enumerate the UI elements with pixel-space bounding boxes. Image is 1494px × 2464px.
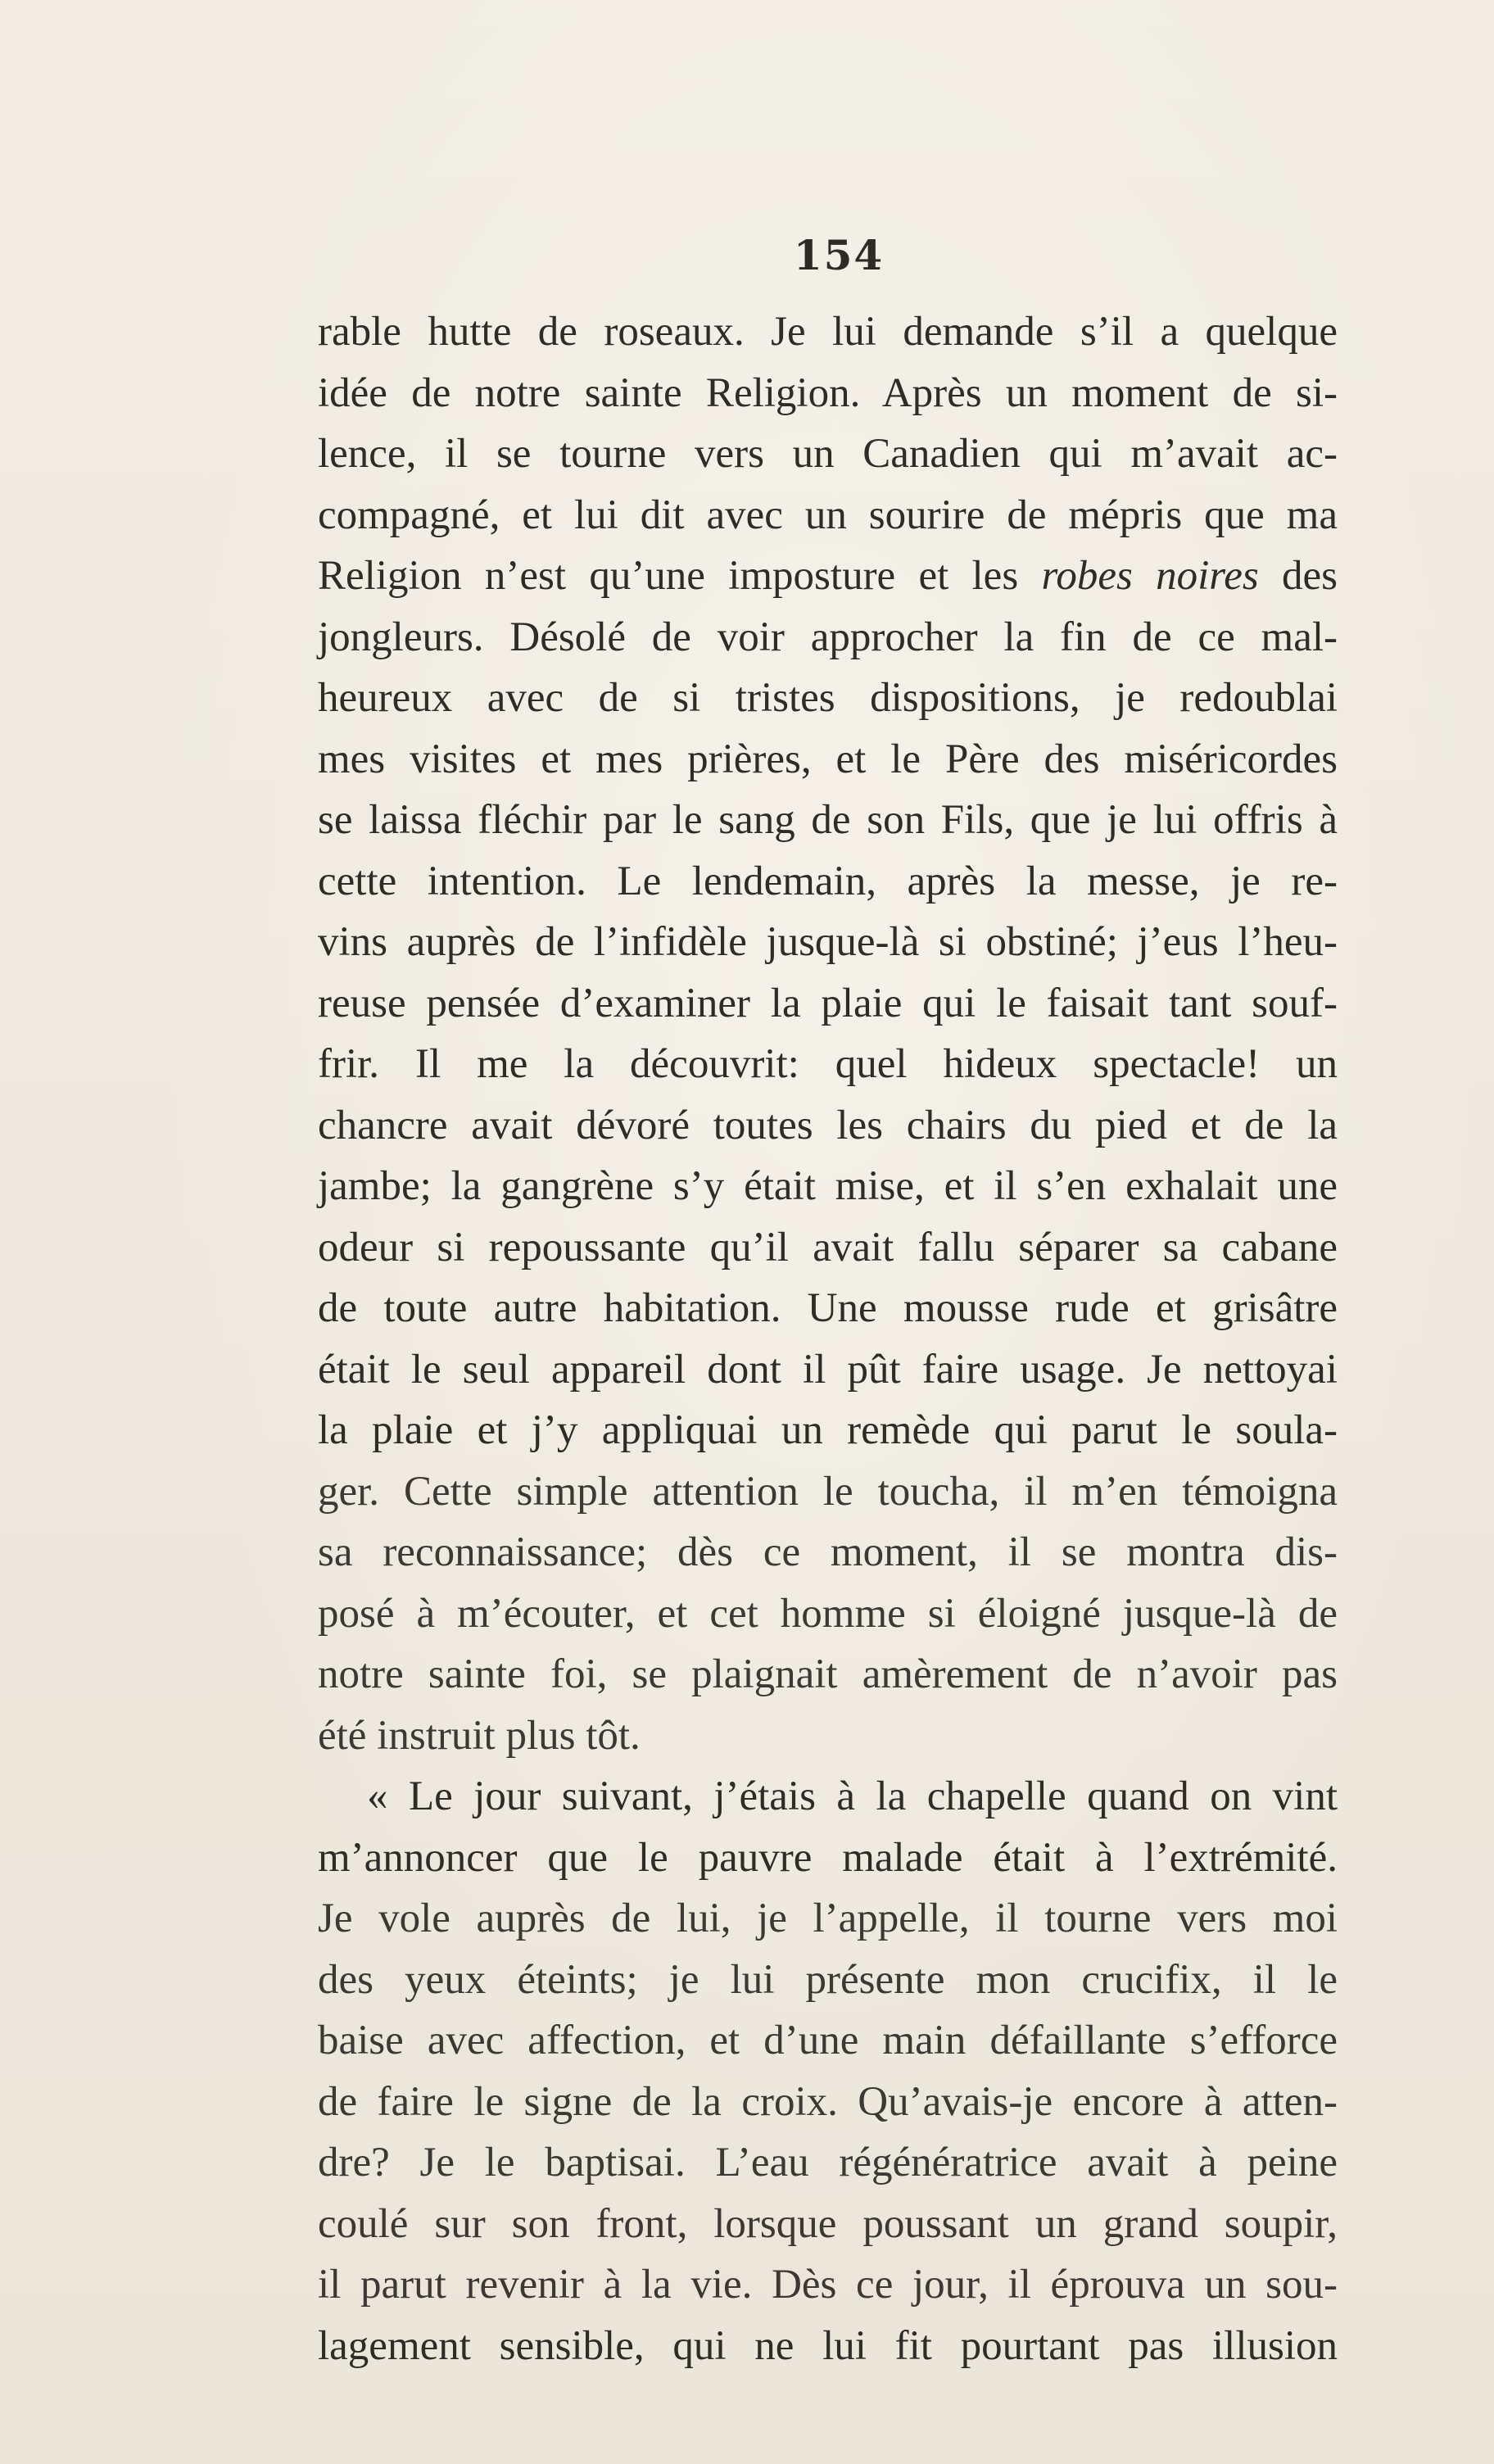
text-line: idée de notre sainte Religion. Après un moment de si- (318, 369, 1338, 416)
text-line: chancre avait dévoré toutes les chairs du pied et de la (318, 1102, 1338, 1148)
text-line: lence, il se tourne vers un Canadien qui m’avait ac- (318, 431, 1338, 477)
text-segment: Religion n’est qu’une imposture et les (318, 553, 1019, 599)
text-line: sa reconnaissance; dès ce moment, il se montra dis- (318, 1529, 1338, 1575)
page-number: 154 (793, 231, 885, 279)
text-line: de toute autre habitation. Une mousse rude et grisâtre (318, 1285, 1338, 1331)
text-line: il parut revenir à la vie. Dès ce jour, il éprouva un sou- (318, 2262, 1338, 2308)
text-line: lagement sensible, qui ne lui fit pourtant pas illusion (318, 2322, 1338, 2369)
text-line: se laissa fléchir par le sang de son Fils, que je lui offris à (318, 797, 1338, 843)
body-text (318, 301, 1338, 2376)
text-line: des yeux éteints; je lui présente mon crucifix, il le (318, 1956, 1338, 2003)
text-line: vins auprès de l’infidèle jusque-là si obstiné; j’eus l’heu- (318, 919, 1338, 965)
paragraph-start-line: « Le jour suivant, j’étais à la chapelle quand on vint (367, 1773, 1338, 1819)
text-line: reuse pensée d’examiner la plaie qui le faisait tant souf- (318, 980, 1338, 1026)
text-line: m’annoncer que le pauvre malade était à l’extrémité. (318, 1834, 1338, 1881)
text-line: mes visites et mes prières, et le Père des miséricordes (318, 736, 1338, 782)
text-line: était le seul appareil dont il pût faire usage. Je nettoyai (318, 1346, 1338, 1393)
text-line: dre? Je le baptisai. L’eau régénératrice avait à peine (318, 2140, 1338, 2185)
emphasized-text: robes noires (1041, 553, 1259, 599)
text-line: la plaie et j’y appliquai un remède qui parut le soula- (318, 1407, 1338, 1453)
text-line: rable hutte de roseaux. Je lui demande s’il a quelque (318, 309, 1338, 355)
text-line: heureux avec de si tristes dispositions, je redoublai (318, 675, 1338, 721)
text-line: compagné, et lui dit avec un sourire de mépris que ma (318, 491, 1338, 538)
text-line: posé à m’écouter, et cet homme si éloigné jusque-là de (318, 1590, 1338, 1637)
text-line: de faire le signe de la croix. Qu’avais-je encore à atten- (318, 2078, 1338, 2125)
text-line: cette intention. Le lendemain, après la messe, je re- (318, 858, 1338, 904)
text-segment: des (1258, 553, 1338, 599)
text-line: coulé sur son front, lorsque poussant un grand soupir, (318, 2200, 1338, 2247)
text-line: Je vole auprès de lui, je l’appelle, il tourne vers moi (318, 1896, 1338, 1941)
text-line-with-emphasis (318, 546, 1338, 607)
text-line: jambe; la gangrène s’y était mise, et il s’en exhalait une (318, 1163, 1338, 1209)
text-line: odeur si repoussante qu’il avait fallu séparer sa cabane (318, 1224, 1338, 1270)
text-line: frir. Il me la découvrit: quel hideux spectacle! un (318, 1041, 1338, 1087)
paragraph-end-line: été instruit plus tôt. (318, 1712, 641, 1759)
text-line: notre sainte foi, se plaignait amèrement de n’avoir pas (318, 1651, 1338, 1697)
text-line: ger. Cette simple attention le toucha, il m’en témoigna (318, 1468, 1338, 1515)
text-line: baise avec affection, et d’une main défaillante s’efforce (318, 2018, 1338, 2063)
text-line: jongleurs. Désolé de voir approcher la fin de ce mal- (318, 614, 1338, 660)
